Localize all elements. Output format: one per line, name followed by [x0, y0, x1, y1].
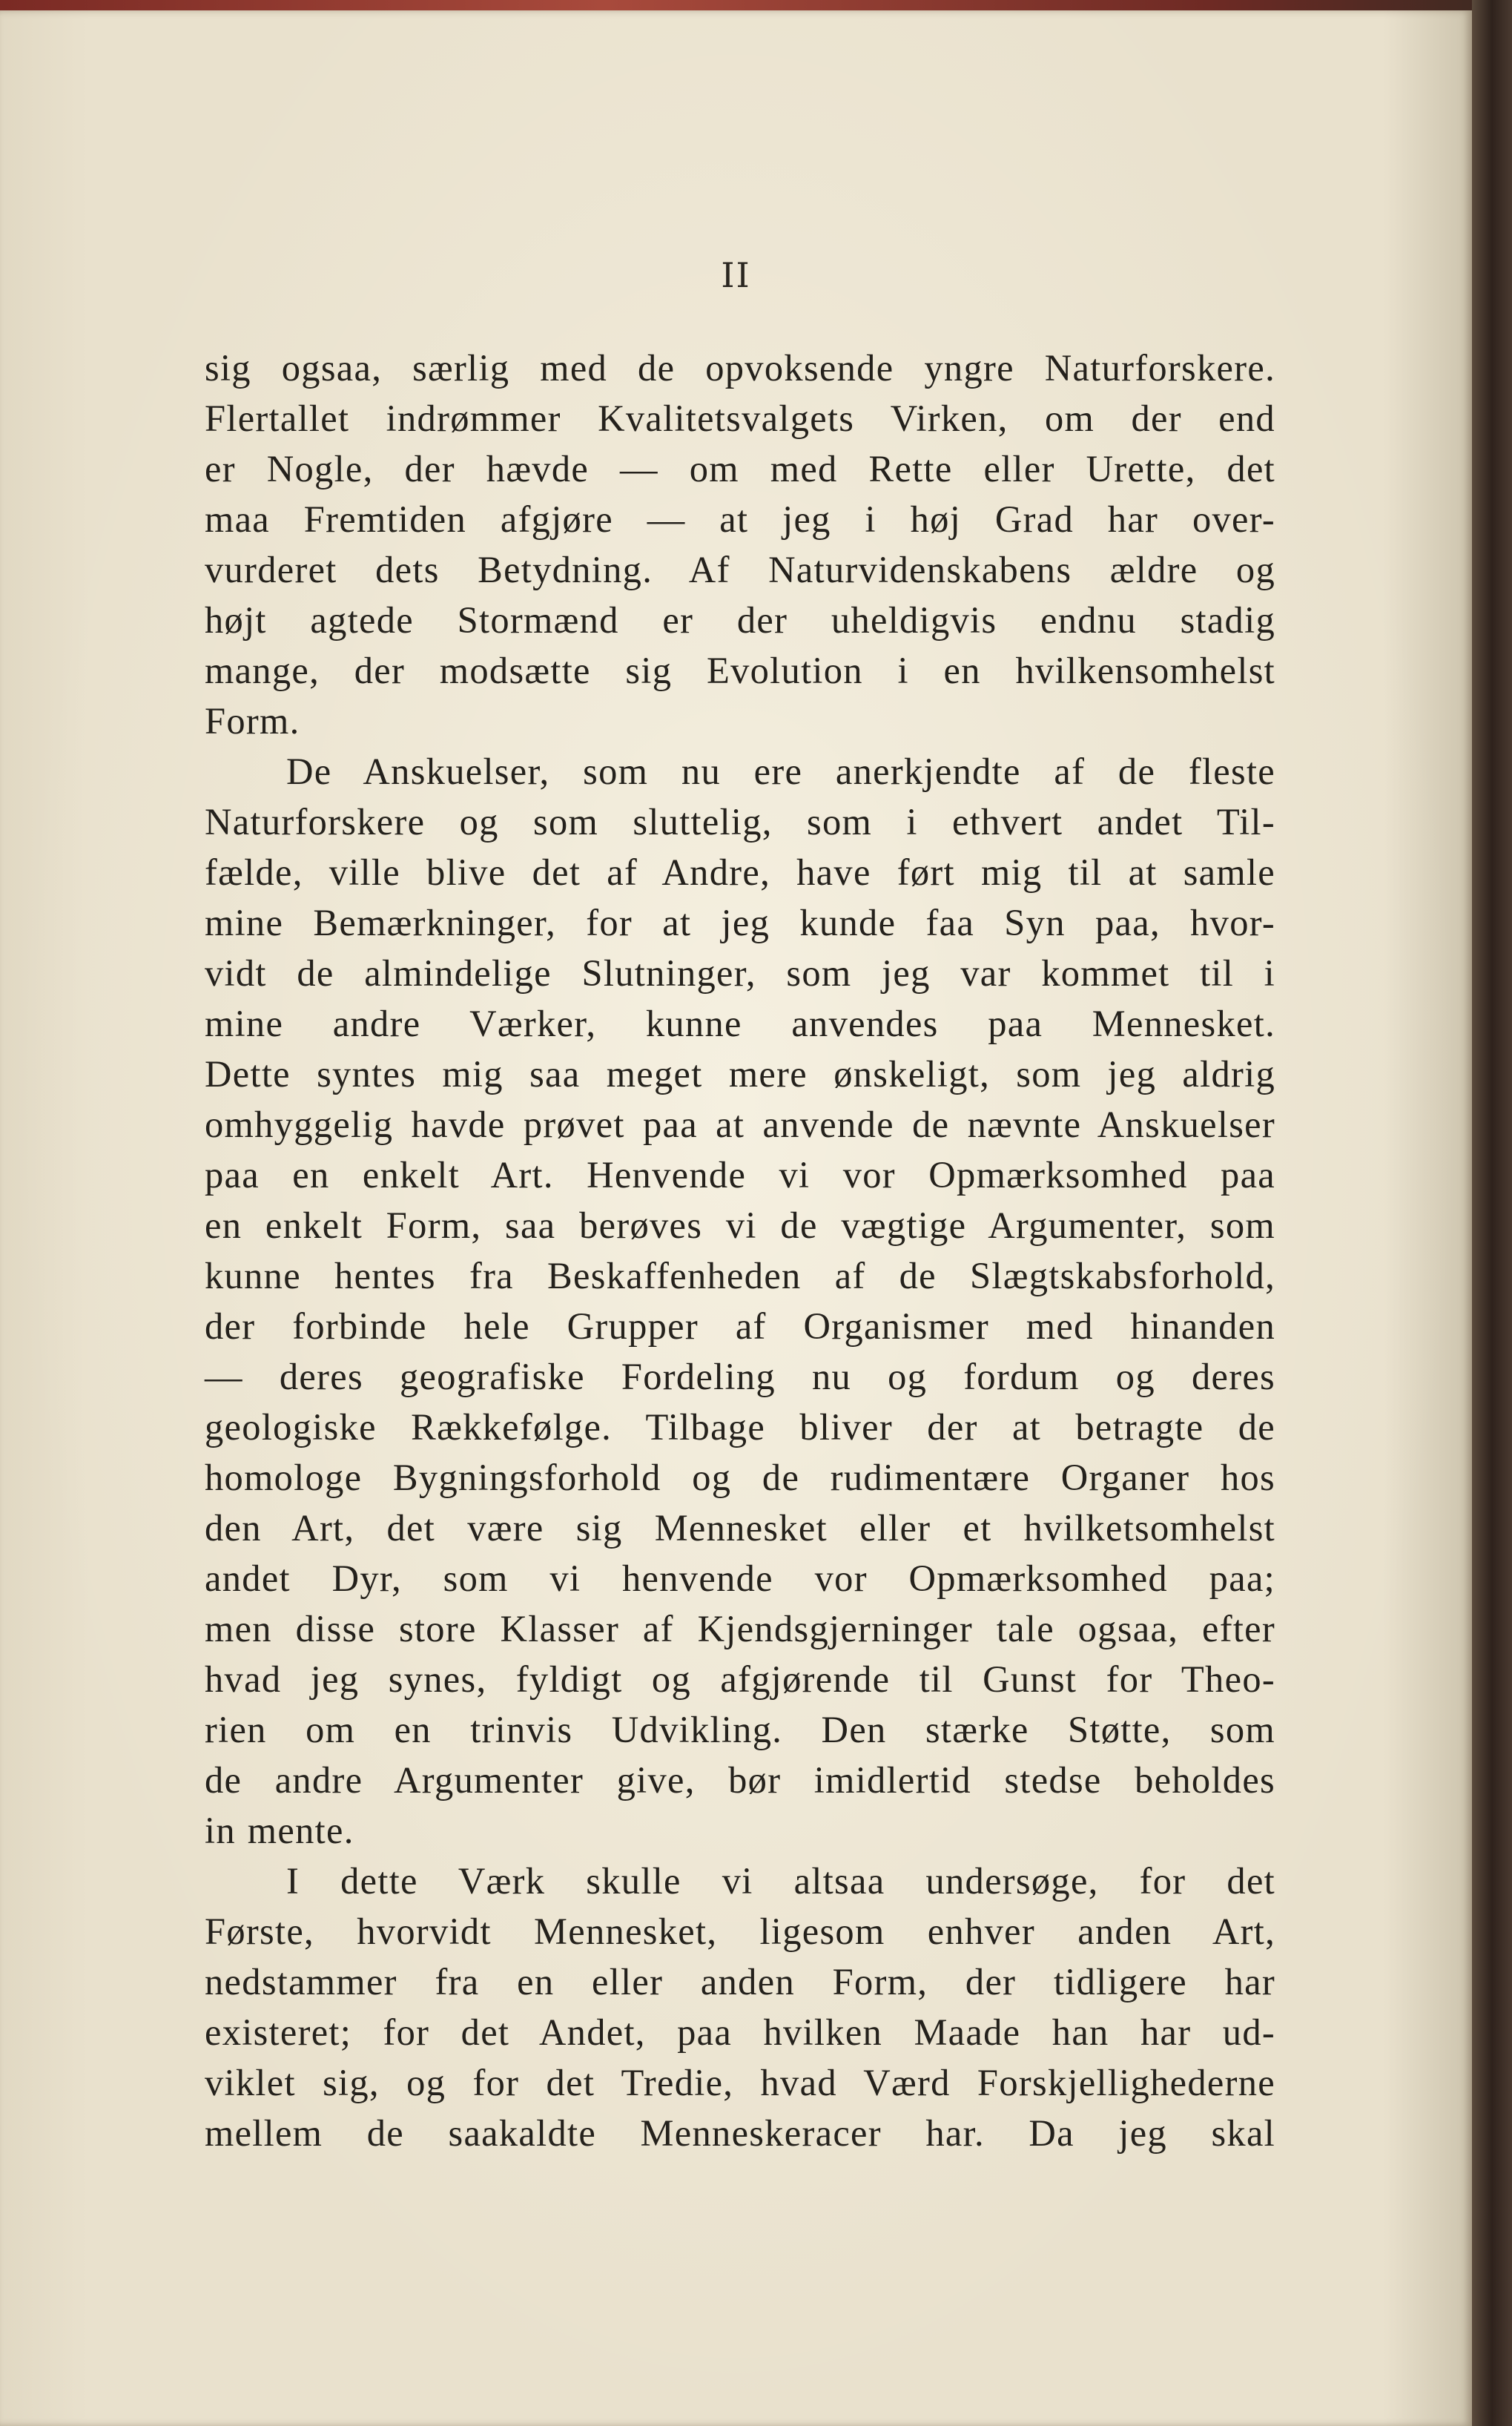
- text-line: nedstammer fra en eller anden Form, der tidligere har: [205, 1961, 1275, 2003]
- text-line: fælde, ville blive det af Andre, have ført mig til at samle: [205, 851, 1275, 893]
- text-line: homologe Bygningsforhold og de rudimentære Organer hos: [205, 1457, 1275, 1498]
- text-line: mellem de saakaldte Menneskeracer har. Da jeg skal: [205, 2112, 1275, 2154]
- book-spine-shadow: [1472, 0, 1512, 2426]
- text-line: hvad jeg synes, fyldigt og afgjørende til Gunst for Theo-: [205, 1658, 1275, 1700]
- text-line: vurderet dets Betydning. Af Naturvidenskabens ældre og: [205, 549, 1275, 590]
- text-line: vidt de almindelige Slutninger, som jeg var kommet til i: [205, 952, 1275, 994]
- text-line: men disse store Klasser af Kjendsgjerninger tale ogsaa, efter: [205, 1608, 1275, 1649]
- text-line: mange, der modsætte sig Evolution i en hvilkensomhelst: [205, 650, 1275, 691]
- text-line: de andre Argumenter give, bør imidlertid stedse beholdes: [205, 1759, 1275, 1801]
- paragraph-3: [205, 1856, 1275, 2158]
- text-line: Form.: [205, 700, 300, 742]
- paragraph-1: [205, 343, 1275, 746]
- text-line: der forbinde hele Grupper af Organismer med hinanden: [205, 1305, 1275, 1347]
- text-line: maa Fremtiden afgjøre — at jeg i høj Grad har over-: [205, 498, 1275, 540]
- text-line: — deres geografiske Fordeling nu og fordum og deres: [205, 1356, 1275, 1397]
- text-line: De Anskuelser, som nu ere anerkjendte af de fleste: [286, 751, 1275, 792]
- text-line: viklet sig, og for det Tredie, hvad Værd Forskjellighederne: [205, 2062, 1275, 2103]
- text-line: en enkelt Form, saa berøves vi de vægtige Argumenter, som: [205, 1204, 1275, 1246]
- text-line: andet Dyr, som vi henvende vor Opmærksomhed paa;: [205, 1558, 1275, 1599]
- text-line: er Nogle, der hævde — om med Rette eller Urette, det: [205, 448, 1275, 490]
- book-page: [0, 10, 1472, 2426]
- text-line: Dette syntes mig saa meget mere ønskeligt, som jeg aldrig: [205, 1053, 1275, 1095]
- text-line: kunne hentes fra Beskaffenheden af de Slægtskabsforhold,: [205, 1255, 1275, 1296]
- text-line: rien om en trinvis Udvikling. Den stærke Støtte, som: [205, 1709, 1275, 1750]
- page-number: II: [721, 255, 751, 295]
- text-line: I dette Værk skulle vi altsaa undersøge, for det: [286, 1860, 1275, 1902]
- text-line: mine andre Værker, kunne anvendes paa Mennesket.: [205, 1003, 1275, 1044]
- text-line: sig ogsaa, særlig med de opvoksende yngre Naturforskere.: [205, 347, 1275, 389]
- text-line: existeret; for det Andet, paa hvilken Maade han har ud-: [205, 2011, 1275, 2053]
- text-line: Første, hvorvidt Mennesket, ligesom enhver anden Art,: [205, 1911, 1275, 1952]
- text-line: omhyggelig havde prøvet paa at anvende de nævnte Anskuelser: [205, 1104, 1275, 1145]
- text-line: højt agtede Stormænd er der uheldigvis endnu stadig: [205, 599, 1275, 641]
- body-text: [205, 343, 1275, 2158]
- text-line: den Art, det være sig Mennesket eller et hvilketsomhelst: [205, 1507, 1275, 1549]
- text-line: Naturforskere og som sluttelig, som i ethvert andet Til-: [205, 801, 1275, 843]
- text-line: in mente.: [205, 1810, 354, 1851]
- text-line: Flertallet indrømmer Kvalitetsvalgets Virken, om der end: [205, 398, 1275, 439]
- text-line: mine Bemærkninger, for at jeg kunde faa Syn paa, hvor-: [205, 902, 1275, 943]
- text-line: geologiske Rækkefølge. Tilbage bliver der at betragte de: [205, 1406, 1275, 1448]
- paragraph-2: [205, 746, 1275, 1856]
- text-line: paa en enkelt Art. Henvende vi vor Opmærksomhed paa: [205, 1154, 1275, 1196]
